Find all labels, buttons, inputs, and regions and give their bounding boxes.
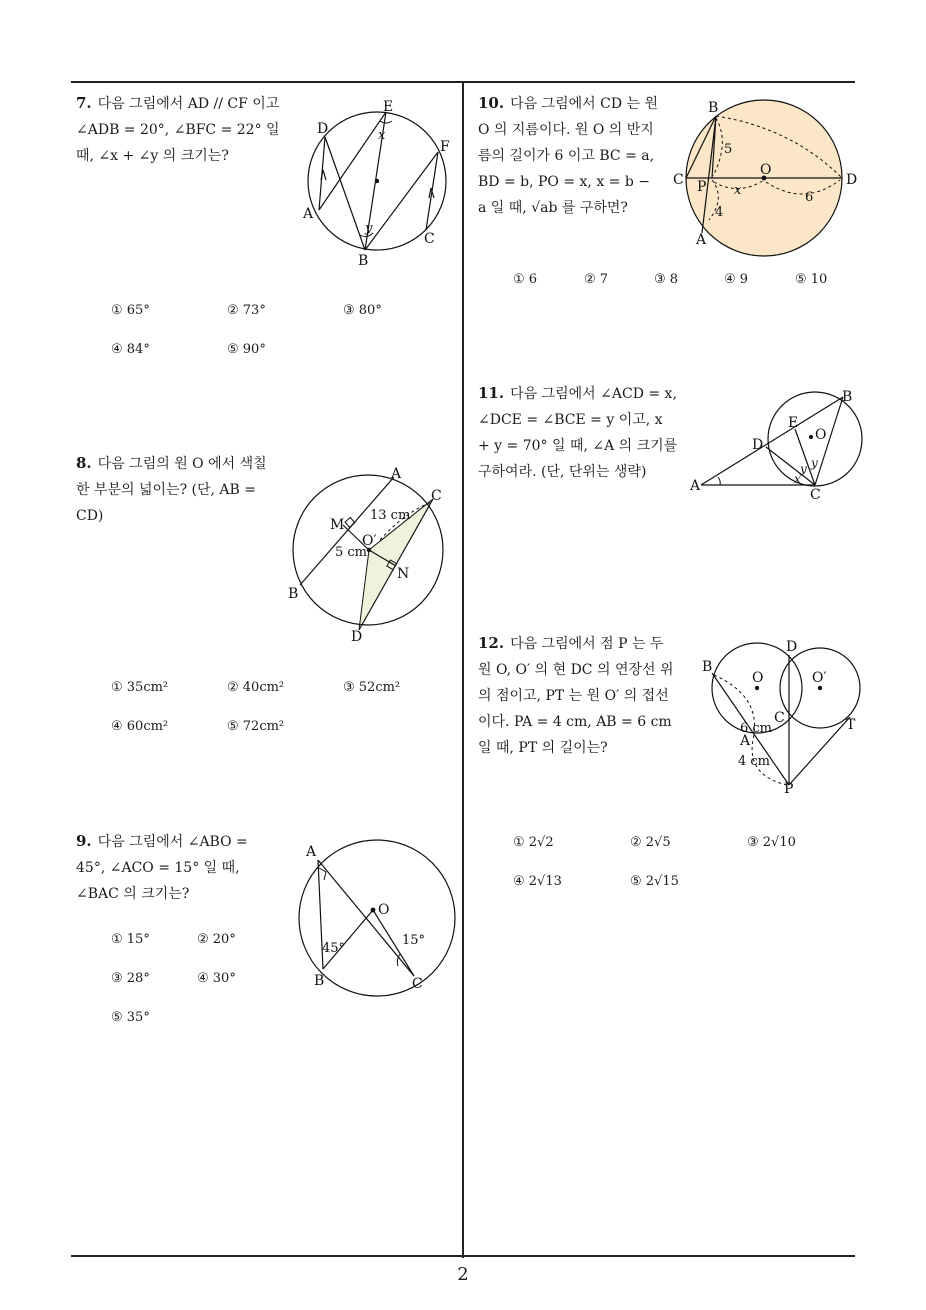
label-13cm: 13 cm (370, 508, 411, 523)
question-number: 12. (478, 634, 505, 652)
choice-2[interactable]: ② 2√5 (630, 835, 671, 850)
label-P: P (784, 781, 794, 797)
question-text: 다음 그림에서 점 P 는 두 원 O, O′ 의 현 DC 의 연장선 위의 점이고, PT 는 원 O′ 의 접선이다. PA = 4 cm, AB = 6 cm 일 때, PT 의 길이는? (478, 636, 674, 756)
question-number: 9. (76, 832, 92, 850)
label-D: D (786, 639, 798, 655)
label-O: O (815, 427, 827, 443)
question-text: 다음 그림의 원 O 에서 색칠한 부분의 넓이는? (단, AB = CD) (76, 456, 267, 524)
choice-5[interactable]: ⑤ 2√15 (630, 874, 679, 889)
label-x: x (378, 128, 386, 143)
label-P: P (697, 179, 707, 195)
figure-q12 (700, 635, 865, 795)
question-text: 다음 그림에서 AD // CF 이고 ∠ADB = 20°, ∠BFC = 22° 일 때, ∠x + ∠y 의 크기는? (76, 96, 280, 164)
choice-3[interactable]: ③ 28° (111, 971, 150, 986)
question-number: 10. (478, 94, 505, 112)
label-A: A (690, 478, 701, 494)
label-C: C (673, 172, 684, 188)
question-12 (478, 630, 678, 761)
choice-5[interactable]: ⑤ 35° (111, 1010, 150, 1025)
choice-4[interactable]: ④ 30° (197, 971, 236, 986)
label-x: x (794, 472, 801, 486)
choice-3[interactable]: ③ 80° (343, 303, 382, 318)
label-D: D (317, 121, 329, 137)
label-5: 5 (724, 142, 733, 157)
question-number: 8. (76, 454, 92, 472)
question-number: 7. (76, 94, 92, 112)
label-x: x (734, 183, 742, 198)
label-D: D (846, 172, 858, 188)
choice-2[interactable]: ② 73° (227, 303, 266, 318)
label-45: 45° (322, 941, 346, 956)
label-O-prime: O′ (812, 670, 827, 686)
label-B: B (314, 973, 325, 989)
label-C: C (424, 231, 435, 247)
label-4: 4 (715, 205, 724, 220)
label-O-prime: O′ (362, 533, 377, 549)
label-C: C (810, 487, 821, 503)
label-y2: y (811, 456, 818, 470)
page-number: 2 (457, 1264, 469, 1285)
label-B: B (708, 100, 719, 116)
label-M: M (330, 517, 345, 533)
label-y: y (365, 221, 373, 236)
choice-5[interactable]: ⑤ 72cm² (227, 719, 285, 734)
choice-4[interactable]: ④ 84° (111, 342, 150, 357)
label-A: A (303, 206, 314, 222)
choice-3[interactable]: ③ 52cm² (343, 680, 401, 695)
label-E: E (383, 99, 394, 115)
question-7 (76, 90, 286, 169)
figure-q11 (688, 385, 868, 505)
label-E: E (788, 415, 799, 431)
question-text: 다음 그림에서 ∠ACD = x, ∠DCE = ∠BCE = y 이고, x + y = 70° 일 때, ∠A 의 크기를 구하여라. (단, 단위는 생략) (478, 386, 678, 480)
label-O: O (760, 162, 772, 178)
question-9 (76, 828, 280, 907)
label-T: T (846, 717, 856, 733)
choice-3[interactable]: ③ 8 (654, 272, 679, 287)
choice-2[interactable]: ② 7 (584, 272, 609, 287)
label-A: A (740, 733, 751, 749)
choice-1[interactable]: ① 2√2 (513, 835, 554, 850)
question-11 (478, 380, 678, 485)
figure-q8 (285, 458, 455, 643)
choice-2[interactable]: ② 40cm² (227, 680, 285, 695)
label-O: O (378, 902, 390, 918)
question-number: 11. (478, 384, 505, 402)
label-B: B (288, 586, 299, 602)
label-C: C (774, 710, 785, 726)
question-10 (478, 90, 660, 221)
label-F: F (440, 139, 450, 155)
label-D: D (351, 629, 363, 645)
label-6: 6 (805, 190, 814, 205)
label-O: O (752, 670, 764, 686)
label-A: A (391, 466, 402, 482)
label-5cm: 5 cm (335, 545, 368, 560)
choice-4[interactable]: ④ 2√13 (513, 874, 562, 889)
question-text: 다음 그림에서 CD 는 원 O 의 지름이다. 원 O 의 반지름의 길이가 6 이고 BC = a, BD = b, PO = x, x = b − a 일 때, √ab 를 구하면? (478, 96, 659, 216)
choice-1[interactable]: ① 65° (111, 303, 150, 318)
label-4cm: 4 cm (738, 754, 771, 769)
question-8 (76, 450, 276, 529)
label-B: B (842, 389, 853, 405)
label-C: C (431, 488, 442, 504)
choice-3[interactable]: ③ 2√10 (747, 835, 796, 850)
label-y1: y (800, 462, 807, 476)
label-6cm: 6 cm (740, 721, 773, 736)
figure-q9 (298, 838, 463, 998)
label-N: N (397, 566, 410, 582)
label-B: B (702, 659, 713, 675)
choice-1[interactable]: ① 35cm² (111, 680, 169, 695)
choice-4[interactable]: ④ 9 (724, 272, 749, 287)
choice-2[interactable]: ② 20° (197, 932, 236, 947)
label-B: B (358, 253, 369, 269)
choice-4[interactable]: ④ 60cm² (111, 719, 169, 734)
figure-q10 (672, 98, 862, 253)
choice-5[interactable]: ⑤ 10 (795, 272, 828, 287)
column-divider (462, 82, 464, 1258)
label-A: A (696, 232, 707, 248)
bottom-rule (71, 1255, 855, 1257)
choice-1[interactable]: ① 6 (513, 272, 538, 287)
label-15: 15° (402, 933, 426, 948)
figure-q7 (300, 95, 460, 270)
choice-1[interactable]: ① 15° (111, 932, 150, 947)
question-text: 다음 그림에서 ∠ABO = 45°, ∠ACO = 15° 일 때, ∠BAC 의 크기는? (76, 834, 248, 902)
label-C: C (412, 976, 423, 992)
label-A: A (306, 844, 317, 860)
label-D: D (752, 437, 764, 453)
choice-5[interactable]: ⑤ 90° (227, 342, 266, 357)
